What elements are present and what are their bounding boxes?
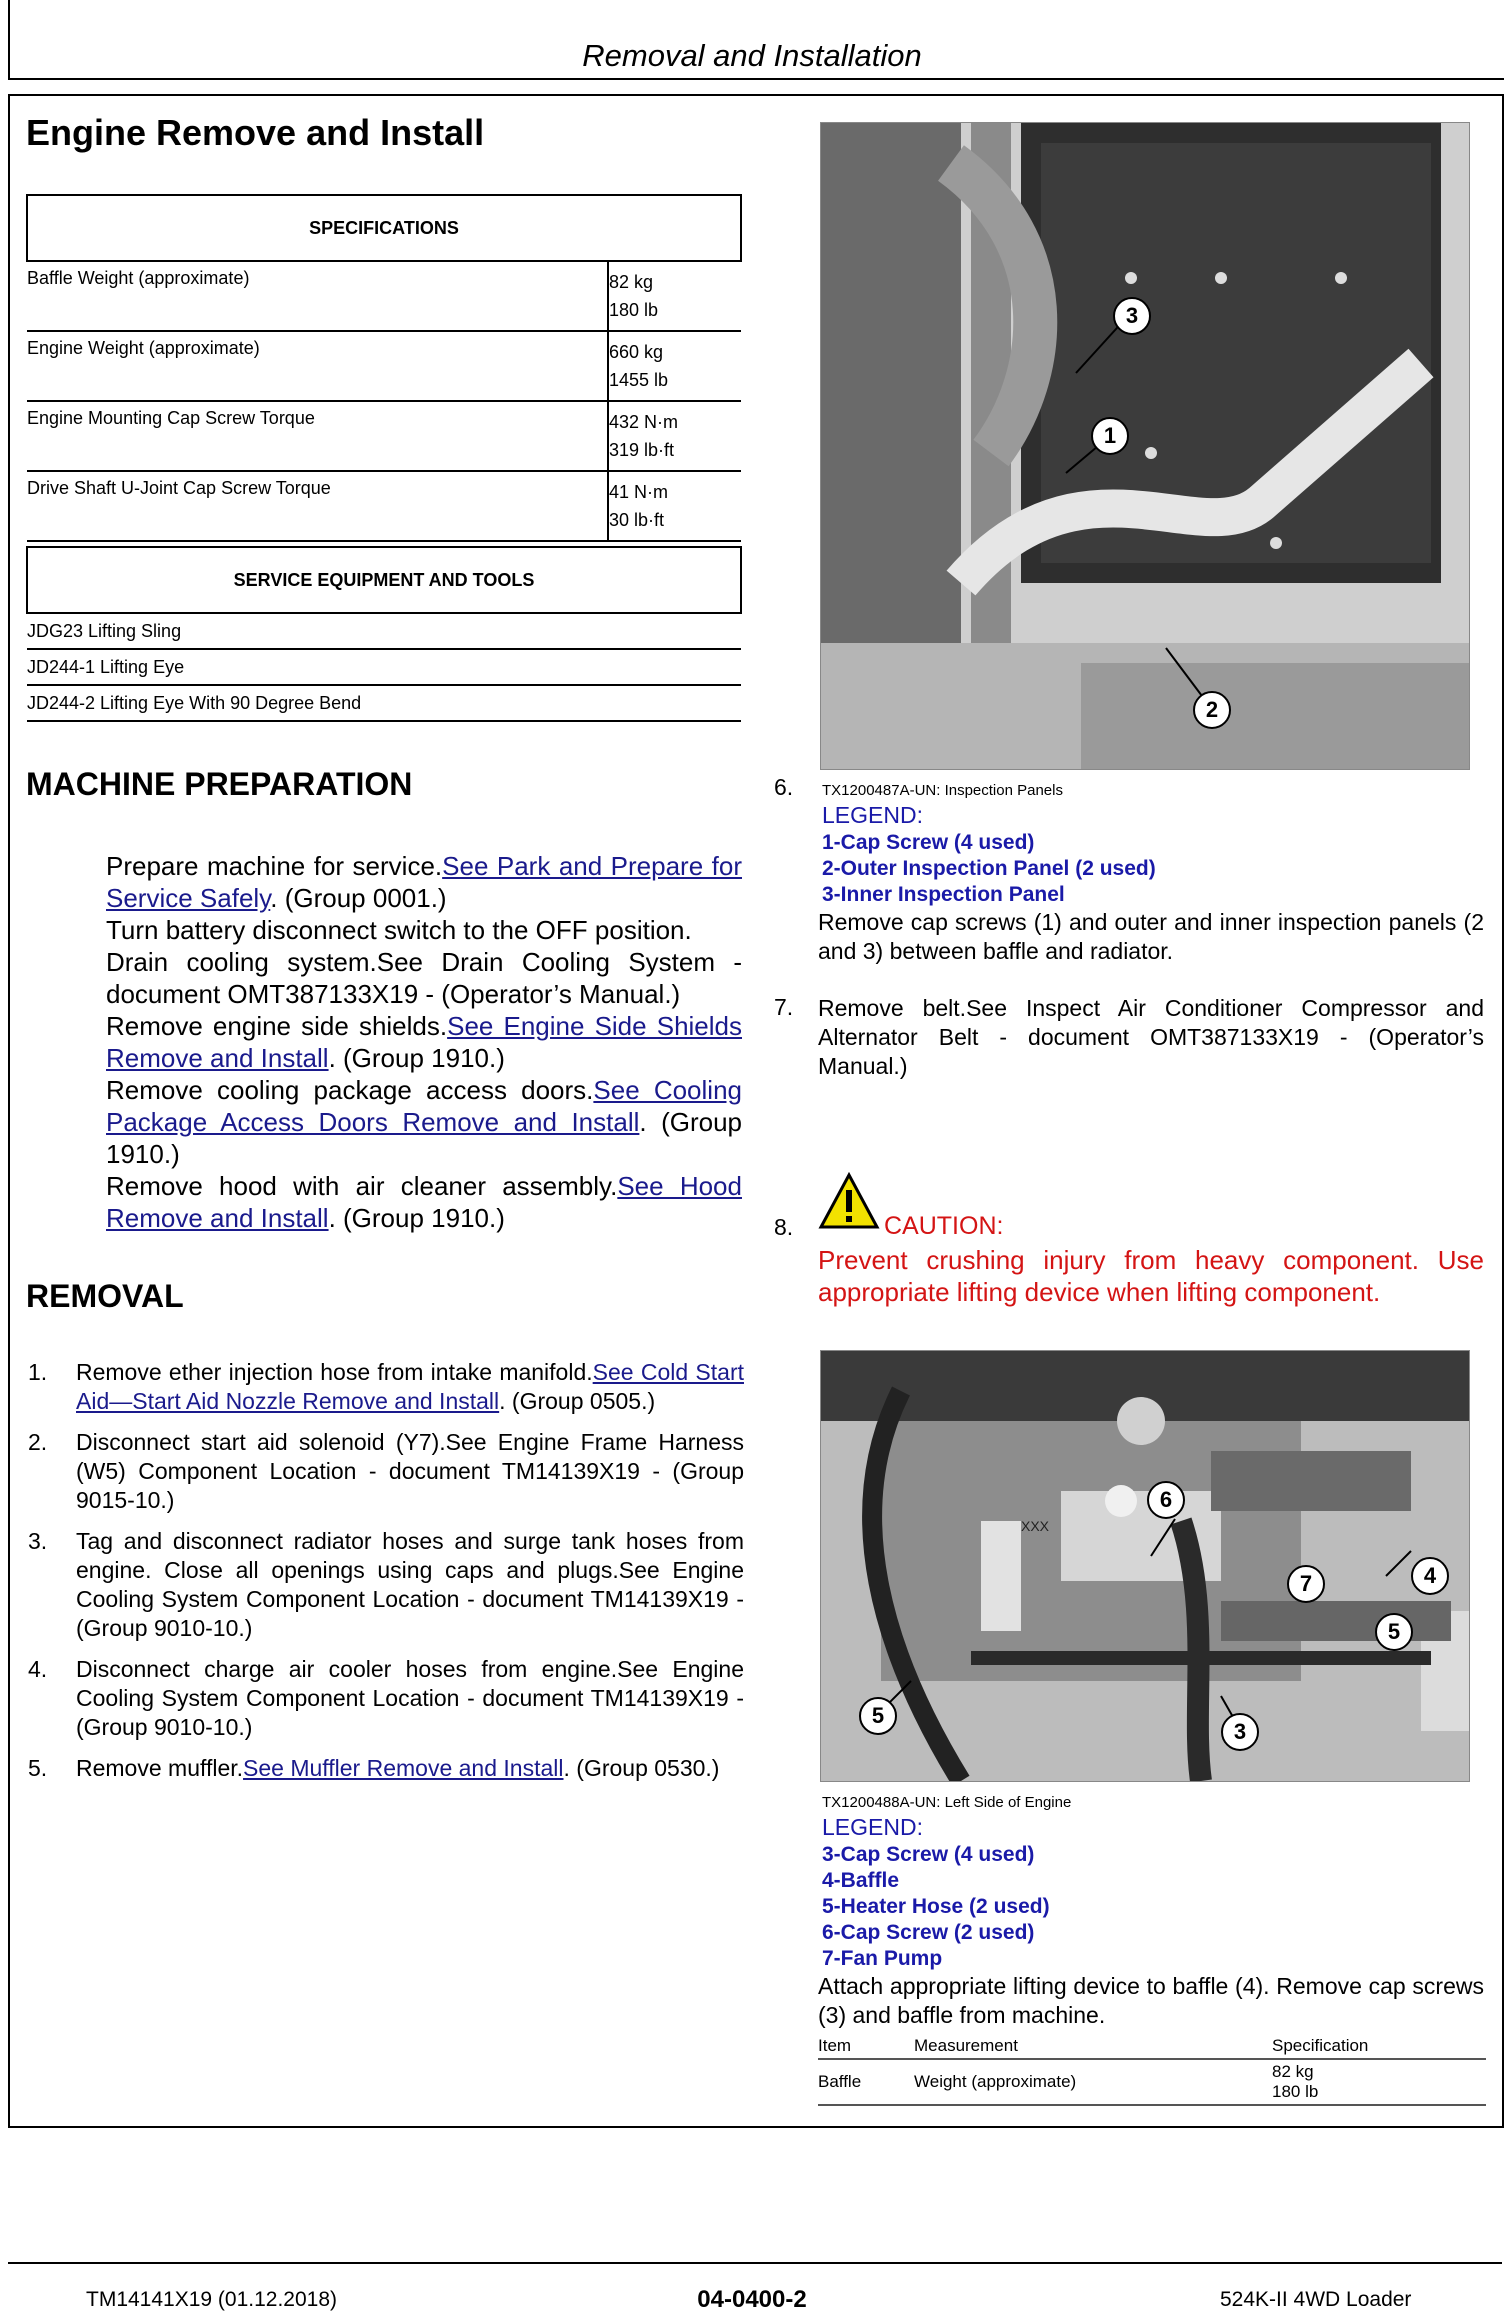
warning-icon xyxy=(818,1172,880,1230)
callout-4: 4 xyxy=(1411,1557,1449,1595)
step-number: 8. xyxy=(774,1214,794,1240)
table-cell: Baffle xyxy=(818,2072,862,2091)
legend-list xyxy=(822,1842,1050,1972)
list-item: Remove cooling package access doors.See Cooling Package Access Doors Remove and Install. (Group 1910.) xyxy=(106,1075,742,1169)
list-item: Turn battery disconnect switch to the OFF position. xyxy=(106,915,692,945)
table-row xyxy=(27,331,741,401)
legend-item: 3-Cap Screw (4 used) xyxy=(822,1843,1035,1866)
table-cell: Weight (approximate) xyxy=(914,2072,1077,2091)
legend-item: 6-Cap Screw (2 used) xyxy=(822,1921,1035,1944)
column-header: Specification xyxy=(1272,2036,1369,2055)
list-item: 2. Disconnect start aid solenoid (Y7).See Engine Frame Harness (W5) Component Location - document TM14139X19 - (Group 9015-10.) xyxy=(28,1429,744,1513)
list-item: 4. Disconnect charge air cooler hoses from engine.See Engine Cooling System Component Location - document TM14139X19 - (Group 9010-10.) xyxy=(28,1656,744,1740)
table-row xyxy=(27,649,741,685)
spec-value-imperial: 1455 lb xyxy=(609,370,669,390)
legend-item: 7-Fan Pump xyxy=(822,1947,943,1970)
step-number: 6. xyxy=(774,774,794,800)
legend-label: LEGEND: xyxy=(822,1814,923,1840)
figure-caption: TX1200487A-UN: Inspection Panels xyxy=(822,782,1063,799)
spec-item: Engine Weight (approximate) xyxy=(27,331,608,401)
spec-value-metric: 660 kg xyxy=(609,342,664,362)
link-hood-remove[interactable]: See Hood Remove and Install xyxy=(106,1171,742,1233)
caution-label: CAUTION: xyxy=(884,1212,1004,1240)
machine-preparation-heading: MACHINE PREPARATION xyxy=(26,766,413,802)
specifications-heading: SPECIFICATIONS xyxy=(27,195,741,261)
spec-item: Drive Shaft U-Joint Cap Screw Torque xyxy=(27,471,608,541)
spec-value-metric: 432 N·m xyxy=(609,412,679,432)
list-item: Remove hood with air cleaner assembly.See Hood Remove and Install. (Group 1910.) xyxy=(106,1171,742,1233)
caution-text: Prevent crushing injury from heavy component. Use appropriate lifting device when lifting component. xyxy=(818,1245,1484,1307)
table-cell: 180 lb xyxy=(1272,2082,1319,2101)
list-item: Prepare machine for service.See Park and Prepare for Service Safely. (Group 0001.) xyxy=(106,851,742,913)
callout-5: 5 xyxy=(859,1697,897,1735)
spec-value-imperial: 30 lb·ft xyxy=(609,510,665,530)
callout-7: 7 xyxy=(1287,1565,1325,1603)
list-item: 3. Tag and disconnect radiator hoses and surge tank hoses from engine. Close all openings using caps and plugs.See Engine Cooling System Component Location - document TM14139X19 - (Group 9010-10.) xyxy=(28,1528,744,1641)
list-item: 1. Remove ether injection hose from intake manifold.See Cold Start Aid—Start Aid Nozzle Remove and Install. (Group 0505.) xyxy=(28,1359,744,1414)
legend-item: 4-Baffle xyxy=(822,1869,900,1892)
table-row xyxy=(27,261,741,331)
list-item: Drain cooling system.See Drain Cooling System - document OMT387133X19 - (Operator’s Manual.) xyxy=(106,947,742,1009)
link-park-prepare[interactable]: See Park and Prepare for Service Safely xyxy=(106,851,742,913)
engraved-text: XXX xyxy=(1021,1518,1050,1534)
callout-2: 2 xyxy=(1193,691,1231,729)
step-7-text: Remove belt.See Inspect Air Conditioner Compressor and Alternator Belt - document OMT387133X19 - (Operator’s Manual.) xyxy=(818,995,1484,1079)
legend-item: 5-Heater Hose (2 used) xyxy=(822,1895,1050,1918)
header-title: Removal and Installation xyxy=(582,38,922,73)
spec-value-imperial: 180 lb xyxy=(609,300,659,320)
footer-document-id: TM14141X19 (01.12.2018) xyxy=(86,2288,338,2311)
list-item: 5. Remove muffler.See Muffler Remove and Install. (Group 0530.) xyxy=(28,1755,720,1781)
page-title: Engine Remove and Install xyxy=(26,112,485,153)
removal-heading: REMOVAL xyxy=(26,1278,184,1314)
step-8-text: Attach appropriate lifting device to baffle (4). Remove cap screws (3) and baffle from machine. xyxy=(818,1973,1484,2028)
baffle-spec-table xyxy=(818,2036,1486,2106)
link-cold-start-aid[interactable]: See Cold Start Aid—Start Aid Nozzle Remove and Install xyxy=(76,1359,744,1414)
step-6-text: Remove cap screws (1) and outer and inner inspection panels (2 and 3) between baffle and radiator. xyxy=(818,909,1484,964)
table-header-row xyxy=(818,2036,1486,2060)
spec-value-imperial: 319 lb·ft xyxy=(609,440,675,460)
spec-value-metric: 41 N·m xyxy=(609,482,669,502)
callout-3: 3 xyxy=(1113,297,1151,335)
callout-5: 5 xyxy=(1375,1613,1413,1651)
table-row xyxy=(27,685,741,721)
table-cell: 82 kg xyxy=(1272,2062,1314,2081)
link-engine-side-shields[interactable]: See Engine Side Shields Remove and Install xyxy=(106,1011,742,1073)
table-row xyxy=(27,613,741,649)
removal-steps xyxy=(28,1358,744,1795)
machine-preparation-list xyxy=(106,850,742,1234)
tools-heading: SERVICE EQUIPMENT AND TOOLS xyxy=(27,547,741,613)
footer-rule xyxy=(8,2262,1502,2264)
spec-value-metric: 82 kg xyxy=(609,272,654,292)
table-row xyxy=(27,471,741,541)
tool-item: JDG23 Lifting Sling xyxy=(27,613,741,649)
column-header: Measurement xyxy=(914,2036,1018,2055)
link-muffler-remove[interactable]: See Muffler Remove and Install xyxy=(243,1755,564,1781)
footer-model: 524K-II 4WD Loader xyxy=(1220,2288,1412,2311)
tool-item: JD244-1 Lifting Eye xyxy=(27,649,741,685)
legend-item: 3-Inner Inspection Panel xyxy=(822,883,1065,906)
legend-label: LEGEND: xyxy=(822,802,923,828)
legend-list xyxy=(822,830,1156,908)
callout-1: 1 xyxy=(1091,417,1129,455)
specifications-table xyxy=(26,194,742,542)
column-header: Item xyxy=(818,2036,852,2055)
link-cooling-package-doors[interactable]: See Cooling Package Access Doors Remove and Install xyxy=(106,1075,742,1137)
legend-item: 1-Cap Screw (4 used) xyxy=(822,831,1035,854)
legend-item: 2-Outer Inspection Panel (2 used) xyxy=(822,857,1156,880)
spec-item: Engine Mounting Cap Screw Torque xyxy=(27,401,608,471)
table-row xyxy=(27,401,741,471)
callout-3: 3 xyxy=(1221,1713,1259,1751)
tools-table xyxy=(26,546,742,722)
inspection-panels-photo xyxy=(820,122,1470,770)
footer-page-number: 04-0400-2 xyxy=(697,2286,807,2313)
tool-item: JD244-2 Lifting Eye With 90 Degree Bend xyxy=(27,685,741,721)
spec-item: Baffle Weight (approximate) xyxy=(27,261,608,331)
table-row xyxy=(818,2060,1486,2106)
list-item: Remove engine side shields.See Engine Side Shields Remove and Install. (Group 1910.) xyxy=(106,1011,742,1073)
figure-caption: TX1200488A-UN: Left Side of Engine xyxy=(822,1794,1072,1811)
callout-6: 6 xyxy=(1147,1481,1185,1519)
step-number: 7. xyxy=(774,994,794,1020)
engine-left-side-photo xyxy=(820,1350,1470,1782)
